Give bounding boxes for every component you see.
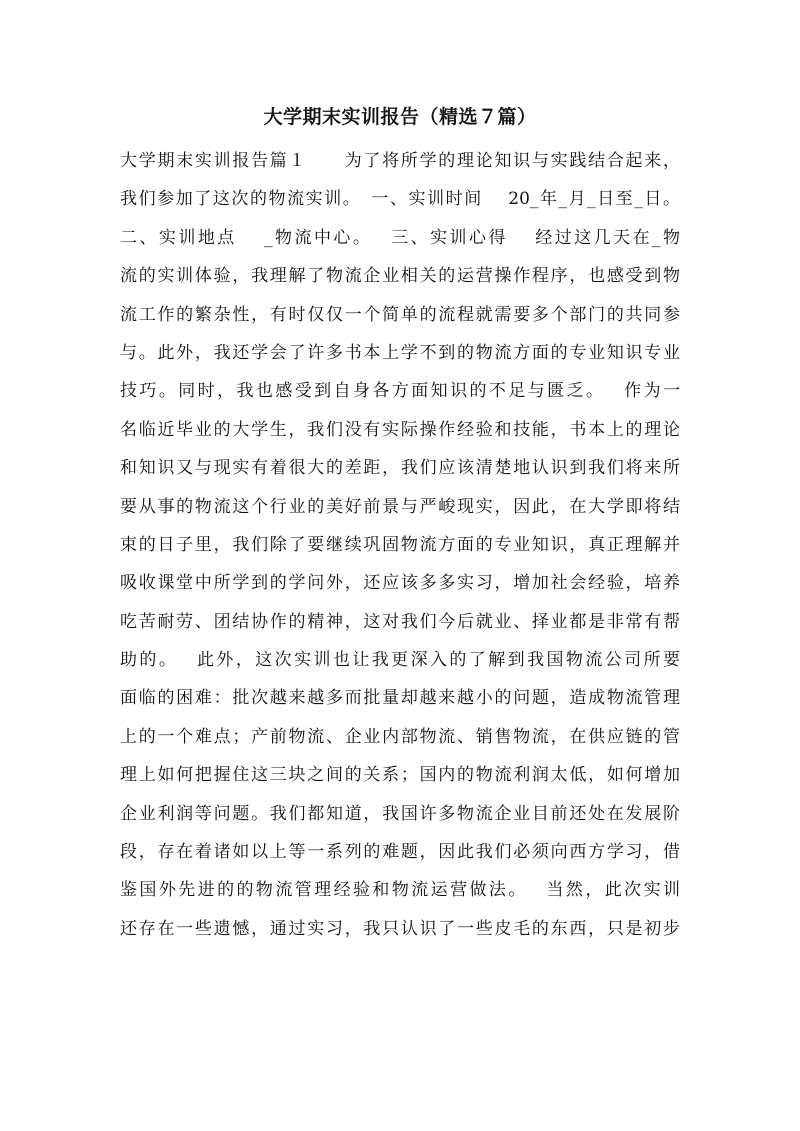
body-text-line: 流工作的繁杂性，有时仅仅一个简单的流程就需要多个部门的共同参: [120, 304, 680, 325]
body-text-line: 吃苦耐劳、团结协作的精神，这对我们今后就业、择业都是非常有帮: [120, 611, 680, 632]
body-text-line: 束的日子里，我们除了要继续巩固物流方面的专业知识，真正理解并: [120, 534, 680, 555]
body-text-line: 面临的困难：批次越来越多而批量却越来越小的问题，造成物流管理: [120, 688, 680, 709]
body-text-line: 和知识又与现实有着很大的差距，我们应该清楚地认识到我们将来所: [120, 458, 680, 479]
body-text-line: 要从事的物流这个行业的美好前景与严峻现实，因此，在大学即将结: [120, 496, 680, 517]
body-text-line: 理上如何把握住这三块之间的关系；国内的物流利润太低，如何增加: [120, 765, 680, 786]
document-body: [120, 142, 680, 948]
body-text-line: 我们参加了这次的物流实训。 一、实训时间 20_年_月_日至_日。: [120, 189, 680, 210]
body-text-line: 与。此外，我还学会了许多书本上学不到的物流方面的专业知识专业: [120, 342, 680, 363]
body-text-line: 大学期末实训报告篇１ 为了将所学的理论知识与实践结合起来，: [120, 151, 680, 171]
document-title: 大学期末实训报告（精选７篇）: [263, 106, 537, 128]
body-text-line: 技巧。同时，我也感受到自身各方面知识的不足与匮乏。 作为一: [120, 381, 680, 402]
body-text-line: 还存在一些遗憾，通过实习，我只认识了一些皮毛的东西，只是初步: [120, 918, 680, 939]
body-text-line: 助的。 此外，这次实训也让我更深入的了解到我国物流公司所要: [120, 650, 680, 671]
body-text-line: 二、实训地点 _物流中心。 三、实训心得 经过这几天在_物: [120, 227, 680, 248]
body-text-line: 企业利润等问题。我们都知道，我国许多物流企业目前还处在发展阶: [120, 803, 680, 824]
body-text-line: 段，存在着诸如以上等一系列的难题，因此我们必须向西方学习，借: [120, 842, 680, 863]
body-text-line: 流的实训体验，我理解了物流企业相关的运营操作程序，也感受到物: [120, 266, 680, 287]
body-text-line: 吸收课堂中所学到的学问外，还应该多多实习，增加社会经验，培养: [120, 573, 680, 594]
body-text-line: 名临近毕业的大学生，我们没有实际操作经验和技能，书本上的理论: [120, 419, 680, 440]
body-text-line: 鉴国外先进的的物流管理经验和物流运营做法。 当然，此次实训: [120, 880, 680, 901]
body-text-line: 上的一个难点；产前物流、企业内部物流、销售物流，在供应链的管: [120, 726, 680, 747]
